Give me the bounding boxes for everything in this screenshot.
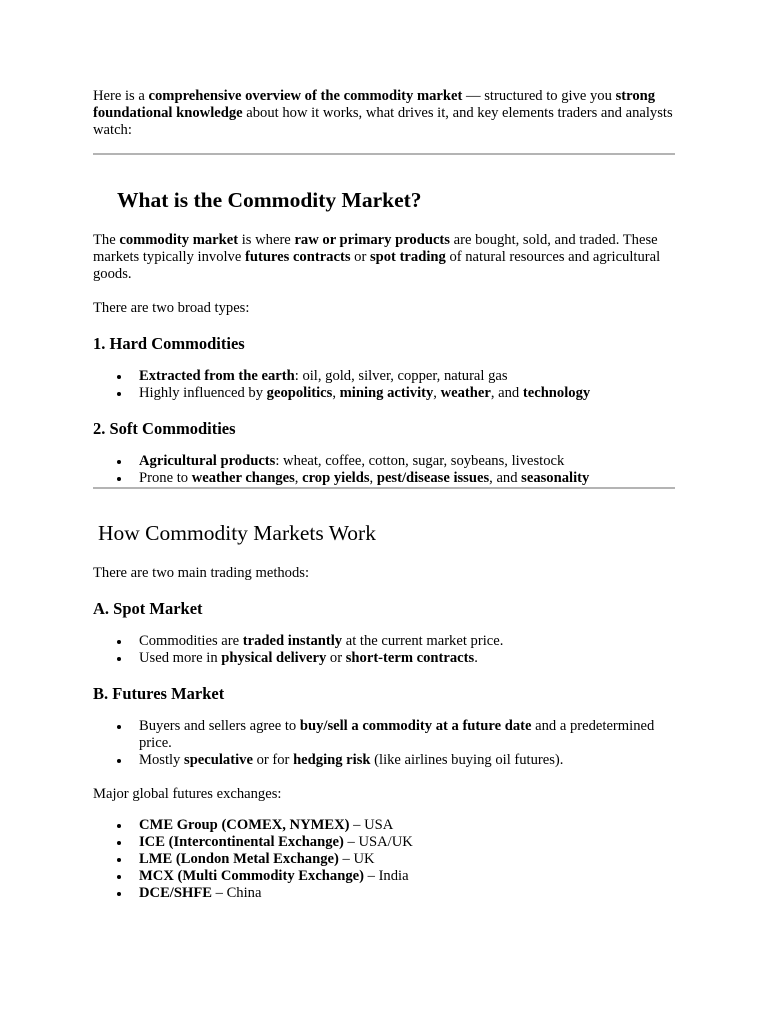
item-text: Prone to xyxy=(139,470,192,486)
intro-text-1: Here is a xyxy=(93,88,149,104)
intro-text-3: about how it works, what drives it, and key elements traders and analysts watch: xyxy=(93,105,673,138)
exchange-region: USA/UK xyxy=(358,834,413,850)
types-intro-paragraph: There are two broad types: xyxy=(93,300,250,316)
item-bold: weather changes xyxy=(191,470,295,486)
item-text: Buyers and sellers agree to xyxy=(139,718,300,734)
item-text: Commodities are xyxy=(139,633,243,649)
def-text-2: is where xyxy=(238,232,295,248)
subheading-hard-commodities: 1. Hard Commodities xyxy=(93,334,245,353)
item-text: Mostly xyxy=(139,752,185,768)
list-item xyxy=(139,650,675,667)
list-item xyxy=(139,752,675,769)
futures-market-list xyxy=(93,718,675,769)
item-text: , and xyxy=(490,385,523,401)
item-text: , and xyxy=(489,470,522,486)
def-bold-3: futures contracts xyxy=(244,249,351,265)
list-item xyxy=(139,718,675,752)
exchange-region: UK xyxy=(353,851,375,867)
item-bold: speculative xyxy=(184,752,253,768)
item-text: and a predetermined price. xyxy=(139,718,655,751)
item-text: or xyxy=(326,650,346,666)
document-page xyxy=(93,88,675,902)
exchange-item xyxy=(139,885,675,902)
item-bold: physical delivery xyxy=(221,650,327,666)
item-bold: seasonality xyxy=(521,470,590,486)
item-text: , xyxy=(294,470,303,486)
item-bold: short-term contracts xyxy=(345,650,475,666)
intro-text-2: — structured to give you xyxy=(462,88,616,104)
def-text-4: or xyxy=(350,249,370,265)
exchange-separator: – xyxy=(363,868,379,884)
exchange-item xyxy=(139,851,675,868)
list-item xyxy=(139,453,675,470)
list-item xyxy=(139,470,675,487)
item-text: : wheat, coffee, cotton, sugar, soybeans, livestock xyxy=(275,453,565,469)
item-bold: mining activity xyxy=(339,385,434,401)
intro-bold-2: strong foundational knowledge xyxy=(93,88,656,121)
soft-commodities-list xyxy=(93,453,675,487)
item-text: , xyxy=(369,470,377,486)
def-text-3: are bought, sold, and traded. These markets typically involve xyxy=(93,232,658,265)
exchange-item xyxy=(139,817,675,834)
item-bold: buy/sell a commodity at a future date xyxy=(299,718,532,734)
exchanges-intro-paragraph: Major global futures exchanges: xyxy=(93,786,282,802)
section-heading-how-markets-work: How Commodity Markets Work xyxy=(98,521,376,545)
def-bold-4: spot trading xyxy=(369,249,446,265)
exchange-item xyxy=(139,834,675,851)
list-item xyxy=(139,368,675,385)
item-text: : oil, gold, silver, copper, natural gas xyxy=(294,368,508,384)
exchange-region: USA xyxy=(364,817,394,833)
list-item xyxy=(139,633,675,650)
exchange-region: China xyxy=(226,885,262,901)
def-bold-1: commodity market xyxy=(119,232,239,248)
divider-1 xyxy=(93,153,675,155)
definition-paragraph xyxy=(93,232,675,283)
subheading-spot-market: A. Spot Market xyxy=(93,599,203,618)
exchange-region: India xyxy=(378,868,409,884)
item-bold: geopolitics xyxy=(266,385,333,401)
exchange-item xyxy=(139,868,675,885)
hard-commodities-list xyxy=(93,368,675,402)
list-item xyxy=(139,385,675,402)
item-bold: hedging risk xyxy=(293,752,371,768)
trading-methods-paragraph: There are two main trading methods: xyxy=(93,565,309,581)
def-text-5: of natural resources and agricultural goods. xyxy=(93,249,661,282)
intro-paragraph xyxy=(93,88,675,139)
exchange-separator: – xyxy=(343,834,359,850)
item-bold: pest/disease issues xyxy=(376,470,490,486)
subheading-soft-commodities: 2. Soft Commodities xyxy=(93,419,236,438)
exchange-separator: – xyxy=(338,851,354,867)
item-text: , xyxy=(332,385,340,401)
item-bold: technology xyxy=(522,385,591,401)
item-bold: weather xyxy=(440,385,491,401)
exchange-name: MCX (Multi Commodity Exchange) xyxy=(139,868,364,884)
exchange-name: ICE (Intercontinental Exchange) xyxy=(139,834,344,850)
subheading-futures-market: B. Futures Market xyxy=(93,684,225,703)
def-bold-2: raw or primary products xyxy=(294,232,450,248)
item-bold: Extracted from the earth xyxy=(139,368,295,384)
item-text: Used more in xyxy=(139,650,222,666)
intro-bold-1: comprehensive overview of the commodity market xyxy=(148,88,463,104)
section-heading-what-is: What is the Commodity Market? xyxy=(117,188,422,212)
item-bold: Agricultural products xyxy=(139,453,276,469)
exchanges-list xyxy=(93,817,675,902)
item-text: or for xyxy=(252,752,294,768)
exchange-name: DCE/SHFE xyxy=(139,885,212,901)
exchange-separator: – xyxy=(349,817,365,833)
divider-2 xyxy=(93,487,675,489)
exchange-separator: – xyxy=(211,885,227,901)
exchange-name: LME (London Metal Exchange) xyxy=(139,851,339,867)
exchange-name: CME Group (COMEX, NYMEX) xyxy=(139,817,350,833)
item-text: Highly influenced by xyxy=(139,385,267,401)
def-text-1: The xyxy=(93,232,120,248)
item-text: at the current market price. xyxy=(342,633,504,649)
item-text: , xyxy=(433,385,441,401)
item-bold: crop yields xyxy=(302,470,370,486)
item-text: . xyxy=(474,650,478,666)
item-text: (like airlines buying oil futures). xyxy=(370,752,564,768)
spot-market-list xyxy=(93,633,675,667)
item-bold: traded instantly xyxy=(242,633,343,649)
